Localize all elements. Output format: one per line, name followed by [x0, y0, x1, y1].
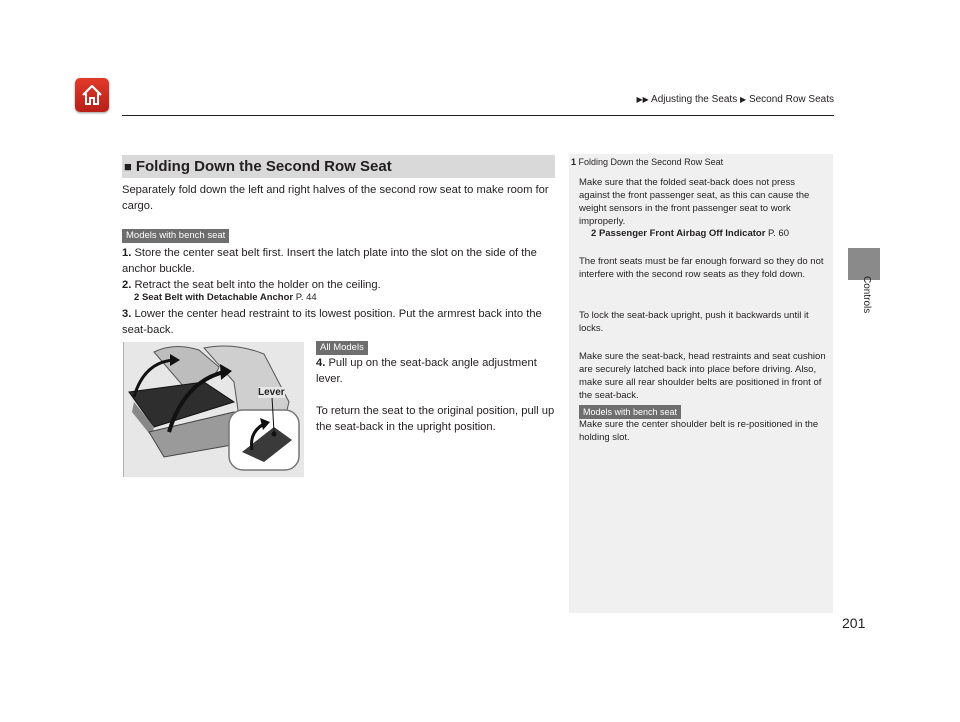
breadcrumb-item[interactable]: Second Row Seats [748, 94, 834, 105]
cross-reference-link[interactable] [134, 292, 317, 304]
reference-arrow-icon: 2 [591, 228, 597, 239]
section-header [122, 155, 555, 178]
step-3 [122, 306, 554, 338]
chapter-tab-label: Controls [861, 276, 872, 314]
note-paragraph: To lock the seat-back upright, push it backwards until it locks. [579, 310, 809, 334]
header-divider [122, 115, 834, 116]
model-badge: Models with bench seat [122, 229, 229, 243]
note-paragraph: The front seats must be far enough forward so they do not interfere with the second row seats as they fold down. [579, 256, 824, 280]
return-text: To return the seat to the original position, pull up the seat-back in the upright position. [316, 405, 555, 433]
step-text: Lower the center head restraint to its lowest position. Put the armrest back into the seat-back. [122, 308, 542, 336]
home-button[interactable] [75, 78, 109, 112]
step-text: Pull up on the seat-back angle adjustment lever. [316, 357, 537, 385]
section-title: Folding Down the Second Row Seat [135, 158, 392, 175]
step-text: Store the center seat belt first. Insert the latch plate into the slot on the side of the anchor buckle. [122, 247, 537, 275]
step-2 [122, 277, 554, 293]
note-icon: 1 [571, 157, 577, 167]
intro-text: Separately fold down the left and right halves of the second row seat to make room for cargo. [122, 184, 549, 212]
folding-seat-illustration [124, 342, 304, 477]
step-1 [122, 245, 554, 277]
xref-label[interactable]: Seat Belt with Detachable Anchor [141, 292, 294, 303]
breadcrumb-arrow-icon: ▶ [740, 95, 747, 104]
seat-illustration [123, 342, 304, 477]
step-text: Retract the seat belt into the holder on the ceiling. [134, 279, 381, 291]
model-badge: Models with bench seat [579, 405, 681, 419]
breadcrumb-item[interactable]: Adjusting the Seats [651, 94, 738, 105]
sidebar-title [571, 157, 723, 167]
home-icon [80, 83, 104, 107]
step-number: 4. [316, 357, 326, 369]
cross-reference-link[interactable] [591, 228, 789, 239]
step-number: 1. [122, 247, 132, 259]
sidebar-title-text: Folding Down the Second Row Seat [578, 157, 724, 167]
breadcrumb-arrow-icon: ▶▶ [636, 95, 649, 104]
lever-callout-label: Lever [258, 387, 285, 398]
step-4 [316, 355, 556, 387]
xref-page: P. 60 [768, 228, 789, 239]
square-bullet-icon: ■ [124, 159, 132, 174]
reference-arrow-icon: 2 [134, 292, 140, 303]
xref-page: P. 44 [295, 292, 317, 303]
step-number: 2. [122, 279, 132, 291]
page-number: 201 [842, 615, 866, 631]
note-paragraph: Make sure the seat-back, head restraints and seat cushion are securely latched back into place before driving. Also, make sure all rear shoulder belts are positioned in front of the seat-back. [579, 351, 826, 401]
breadcrumb [637, 94, 835, 105]
step-number: 3. [122, 308, 132, 320]
model-badge: All Models [316, 341, 368, 355]
note-paragraph: Make sure the center shoulder belt is re-positioned in the holding slot. [579, 419, 819, 443]
xref-label[interactable]: Passenger Front Airbag Off Indicator [598, 228, 766, 239]
note-paragraph: Make sure that the folded seat-back does not press against the front passenger seat, as this can cause the weight sensors in the front passenger seat to work improperly. [579, 177, 810, 227]
